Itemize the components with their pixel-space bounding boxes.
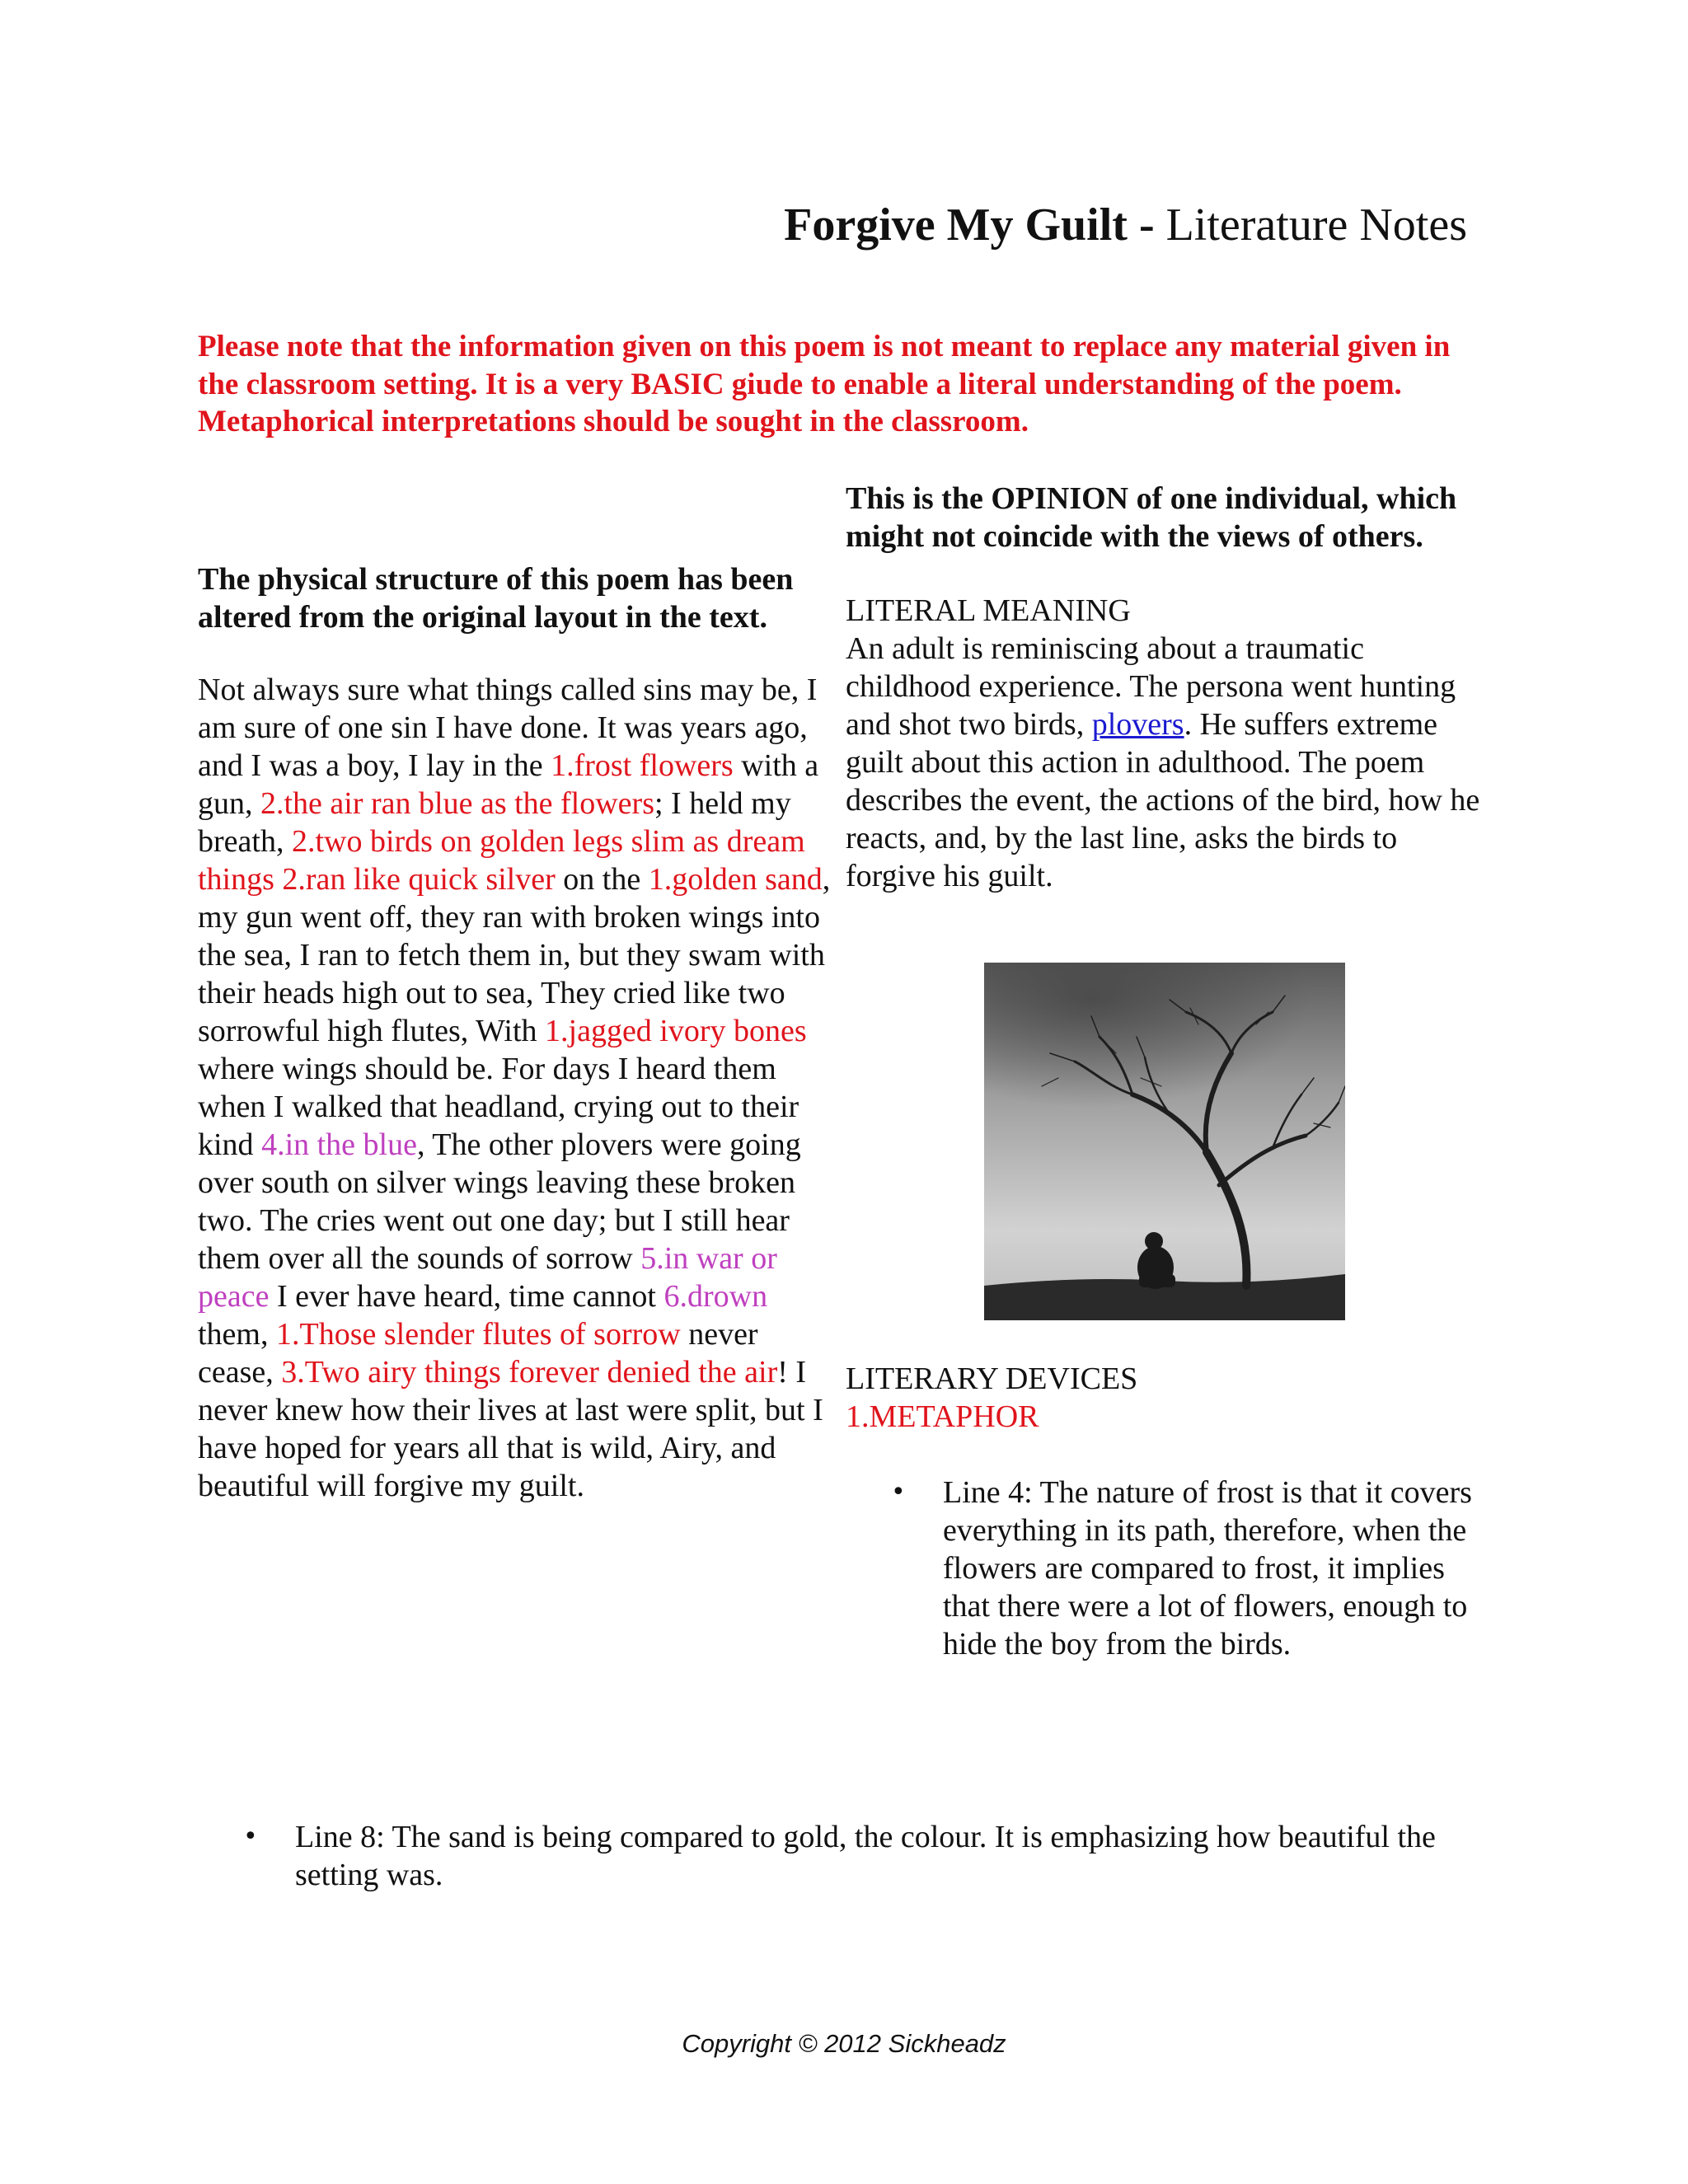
- opinion-note: This is the OPINION of one individual, which might not coincide with the views of others.: [846, 481, 1457, 554]
- tree-photo-image: [984, 963, 1345, 1320]
- copyright-footer: Copyright © 2012 Sickheadz: [682, 2029, 1006, 2058]
- literary-devices-section: [846, 1360, 1489, 1663]
- highlighted-phrase-red: 1.Those slender flutes of sorrow: [275, 1317, 681, 1352]
- literary-devices-heading: LITERARY DEVICES: [846, 1361, 1138, 1396]
- poem-segment: ! I never knew how their lives at last were split, but I have hoped for years all that is wild, Airy, and beautiful will forgive my guilt.: [198, 1355, 823, 1503]
- list-item: [846, 1474, 1489, 1663]
- list-item: [198, 1818, 1484, 1894]
- poem-segment: , my gun went off, they ran with broken wings into the sea, I ran to fetch them in, but they swam with their heads high out to sea, They cried like two sorrowful high flutes, With: [198, 862, 831, 1048]
- bullet-icon: •: [891, 1478, 906, 1507]
- structure-note: The physical structure of this poem has been altered from the original layout in the text.: [198, 562, 794, 635]
- highlighted-phrase-red: 3.Two airy things forever denied the air: [281, 1355, 778, 1390]
- bullet-text: Line 4: The nature of frost is that it covers everything in its path, therefore, when the flowers are compared to frost, it implies that there were a lot of flowers, enough to hide the boy from the birds.: [943, 1475, 1472, 1661]
- highlighted-phrase-purple: 5.in war or peace: [198, 1241, 777, 1314]
- highlighted-phrase-red: 2.the air ran blue as the flowers: [260, 786, 654, 821]
- literal-meaning-heading: LITERAL MEANING: [846, 593, 1131, 628]
- page-title: [0, 196, 1467, 254]
- literal-text-part2: . He suffers extreme guilt about this action in adulthood. The poem describes the event, the actions of the bird, how he reacts, and, by the last line, asks the birds to forgive his guilt.: [846, 707, 1480, 893]
- metaphor-bullet-list: [846, 1474, 1489, 1663]
- highlighted-phrase-purple: 6.drown: [663, 1279, 768, 1314]
- poem-segment: them,: [198, 1317, 276, 1352]
- poem-segment: with a gun,: [198, 748, 819, 821]
- poem-segment: where wings should be. For days I heard them when I walked that headland, crying out to their kind: [198, 1052, 799, 1162]
- metaphor-heading: 1.METAPHOR: [846, 1399, 1039, 1434]
- highlighted-phrase-red: 1.frost flowers: [551, 748, 734, 783]
- title-regular: Literature Notes: [1165, 199, 1467, 251]
- poem-segment: ; I held my breath,: [198, 786, 791, 859]
- literal-meaning-text: [846, 630, 1489, 895]
- bullet-icon: •: [243, 1822, 258, 1851]
- metaphor-bullet-list-continued: [198, 1818, 1484, 1894]
- highlighted-phrase-red: 1.jagged ivory bones: [545, 1014, 807, 1048]
- bullet-text: Line 8: The sand is being compared to gold, the colour. It is emphasizing how beautiful the setting was.: [295, 1820, 1436, 1892]
- poem-segment: never cease,: [198, 1317, 758, 1390]
- highlighted-phrase-red: 2.two birds on golden legs slim as dream things 2.ran like quick silver: [198, 824, 805, 897]
- bottom-bullet-section: [198, 1818, 1484, 1894]
- highlighted-phrase-red: 1.golden sand: [648, 862, 823, 897]
- poem-segment: , The other plovers were going over south on silver wings leaving these broken two. The cries went out one day; but I still hear them over all the sounds of sorrow: [198, 1127, 801, 1276]
- poem-segment: It was years ago, and I was a boy,: [198, 710, 808, 783]
- title-bold: Forgive My Guilt -: [784, 199, 1155, 251]
- plovers-link[interactable]: plovers: [1091, 707, 1184, 742]
- literal-text-part1: An adult is reminiscing about a traumatic childhood experience. The persona went hunting and shot two birds,: [846, 631, 1456, 742]
- poem-text: [198, 671, 832, 1505]
- poem-segment: on the: [555, 862, 649, 897]
- right-column: [846, 480, 1489, 895]
- poem-segment: I ever have heard, time cannot: [269, 1279, 664, 1314]
- highlighted-phrase-purple: 4.in the blue: [261, 1127, 417, 1162]
- poem-segment: I lay in the: [408, 748, 551, 783]
- disclaimer: Please note that the information given on this poem is not meant to replace any material given in the classroom setting. It is a very BASIC giude to enable a literal understanding of the poem. Metaphorical interpretations should be sought in the classroom.: [198, 330, 1451, 438]
- left-column: [198, 560, 832, 1505]
- poem-segment: Not always sure what things called sins may be, I am sure of one sin I have done.: [198, 673, 818, 745]
